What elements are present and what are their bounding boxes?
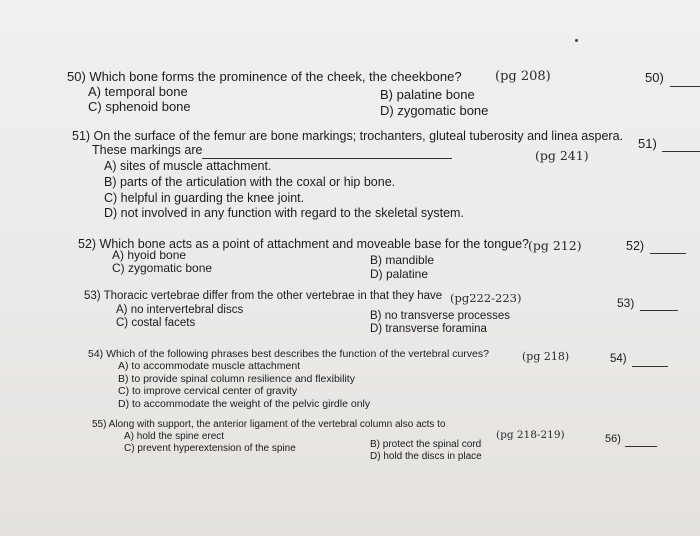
option-a: A) hyoid bone bbox=[112, 248, 187, 262]
page-reference: (pg 212) bbox=[528, 238, 582, 253]
option-d: D) hold the discs in place bbox=[370, 451, 482, 462]
question-stem-line2: These markings are bbox=[92, 143, 203, 157]
question-stem: 54) Which of the following phrases best describes the function of the vertebral curves? bbox=[88, 348, 489, 360]
option-d: D) not involved in any function with regard to the skeletal system. bbox=[104, 206, 464, 220]
option-c: C) helpful in guarding the knee joint. bbox=[104, 191, 305, 205]
question-stem: 50) Which bone forms the prominence of the cheek, the cheekbone? bbox=[67, 69, 462, 84]
answer-number: 51) bbox=[638, 136, 657, 151]
option-c: C) prevent hyperextension of the spine bbox=[124, 443, 296, 454]
option-b: B) mandible bbox=[370, 253, 435, 267]
question-stem: 52) Which bone acts as a point of attachment and moveable base for the tongue? bbox=[78, 237, 529, 251]
page-reference: (pg 241) bbox=[535, 148, 589, 163]
answer-number: 52) bbox=[626, 239, 645, 253]
question-stem: 53) Thoracic vertebrae differ from the other vertebrae in that they have bbox=[84, 290, 443, 302]
option-b: B) palatine bone bbox=[380, 87, 475, 102]
speck bbox=[575, 39, 578, 42]
option-d: D) transverse foramina bbox=[370, 323, 487, 335]
option-b: B) protect the spinal cord bbox=[370, 439, 482, 450]
option-c: C) to improve cervical center of gravity bbox=[118, 385, 298, 397]
option-c: C) zygomatic bone bbox=[112, 261, 213, 275]
page-reference: (pg 218-219) bbox=[496, 429, 565, 441]
answer-blank[interactable] bbox=[632, 366, 668, 367]
question-stem: 55) Along with support, the anterior ligament of the vertebral column also acts to bbox=[92, 419, 446, 430]
option-c: C) costal facets bbox=[116, 317, 196, 329]
page-reference: (pg222-223) bbox=[450, 291, 522, 305]
answer-blank[interactable] bbox=[650, 253, 686, 254]
answer-blank[interactable] bbox=[640, 310, 678, 311]
option-d: D) to accommodate the weight of the pelvic girdle only bbox=[118, 398, 371, 410]
option-d: D) palatine bbox=[370, 267, 429, 281]
page-reference: (pg 218) bbox=[522, 350, 570, 363]
answer-number: 54) bbox=[610, 353, 627, 365]
question-stem: 51) On the surface of the femur are bone markings; trochanters, gluteal tuberosity and linea aspera. bbox=[72, 129, 624, 143]
page-reference: (pg 208) bbox=[495, 69, 551, 84]
option-b: B) to provide spinal column resilience and flexibility bbox=[118, 373, 355, 385]
option-a: A) to accommodate muscle attachment bbox=[118, 360, 301, 372]
option-a: A) hold the spine erect bbox=[124, 431, 225, 442]
option-b: B) parts of the articulation with the coxal or hip bone. bbox=[104, 175, 396, 189]
option-b: B) no transverse processes bbox=[370, 310, 510, 322]
option-a: A) no intervertebral discs bbox=[116, 304, 244, 316]
answer-blank[interactable] bbox=[670, 86, 700, 87]
answer-number: 53) bbox=[617, 296, 635, 310]
option-c: C) sphenoid bone bbox=[88, 99, 191, 114]
option-a: A) sites of muscle attachment. bbox=[104, 159, 272, 173]
answer-blank[interactable] bbox=[625, 446, 657, 447]
answer-number: 56) bbox=[605, 433, 621, 445]
option-a: A) temporal bone bbox=[88, 84, 188, 99]
option-d: D) zygomatic bone bbox=[380, 103, 489, 118]
answer-number: 50) bbox=[645, 70, 664, 85]
answer-blank[interactable] bbox=[662, 151, 700, 152]
